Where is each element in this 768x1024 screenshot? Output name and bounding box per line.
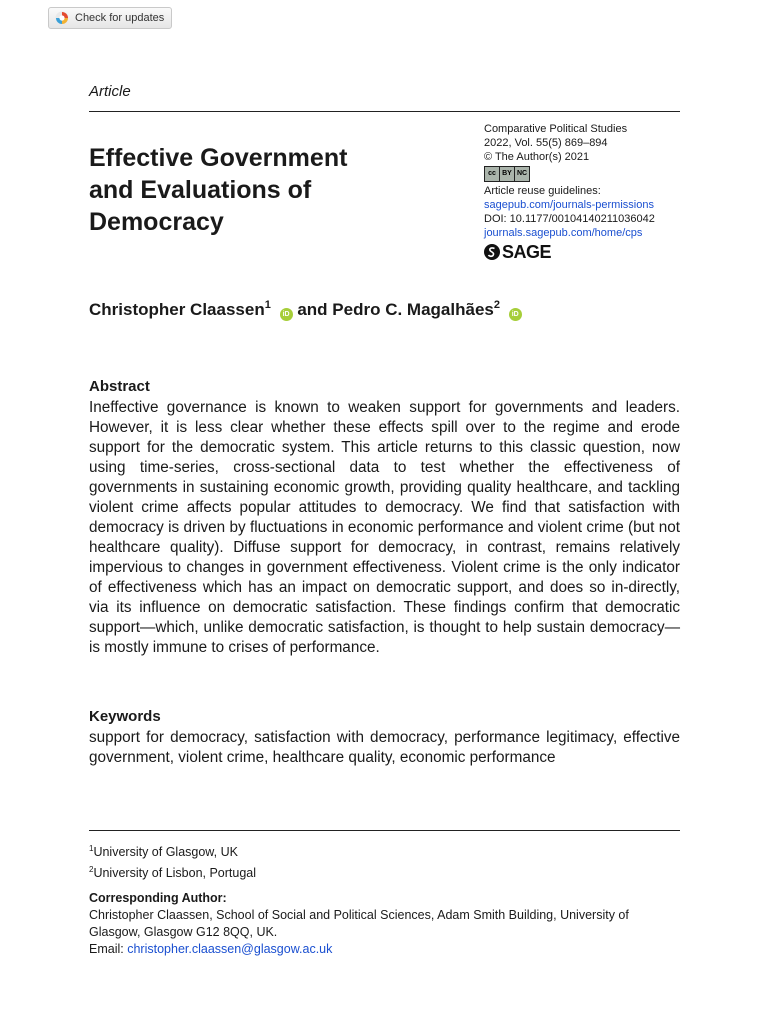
abstract-text: Ineffective governance is known to weaken support for governments and leaders. However, it is less clear whether these effects spill over to the regime and erode support for the democratic system. This article returns to this classic question, now using time-series, cross-sectional data to test whether the effectiveness of governments in sustaining economic growth, providing quality healthcare, and tackling violent crime affects popular attitudes to democracy. We find that satisfaction with democracy is driven by fluctuations in economic performance and violent crime (but not healthcare quality). Diffuse support for democracy, in contrast, remains relatively impervious to changes in government effectiveness. Violent crime is the only indicator of effectiveness which has an impact on democratic support, and does so in-directly, via its influence on democratic satisfaction. These findings confirm that democratic support—which, unlike democratic satisfaction, is thought to help sustain democracy—is mostly immune to crises of performance.: [89, 399, 680, 656]
email-link[interactable]: christopher.claassen@glasgow.ac.uk: [127, 942, 333, 956]
affiliation-text: University of Glasgow, UK: [93, 845, 238, 859]
journal-homepage-link[interactable]: journals.sagepub.com/home/cps: [484, 227, 643, 239]
author-2-affil-marker: 2: [493, 299, 500, 311]
reuse-link[interactable]: sagepub.com/journals-permissions: [484, 199, 654, 211]
affiliation-marker: 2: [89, 865, 94, 874]
reuse-label: Article reuse guidelines:: [484, 185, 601, 197]
email-label: Email:: [89, 942, 124, 956]
journal-meta: [484, 122, 694, 260]
nc-icon: NC: [515, 167, 529, 181]
corresponding-author-address: Christopher Claassen, School of Social and Political Sciences, Adam Smith Building, University of Glasgow, Glasgow G12 8QQ, UK.: [89, 908, 629, 939]
sage-logo-text: SAGE: [502, 242, 552, 262]
sage-logo-icon: [484, 244, 500, 260]
journal-citation: 2022, Vol. 55(5) 869–894: [484, 137, 608, 149]
affiliation-text: University of Lisbon, Portugal: [93, 866, 257, 880]
article-type-label: Article: [89, 83, 131, 100]
affiliations: [89, 840, 680, 882]
check-for-updates-button[interactable]: [48, 7, 172, 29]
cc-license-badge[interactable]: [484, 166, 530, 182]
by-icon: BY: [500, 167, 515, 181]
author-1-name: Christopher Claassen: [89, 300, 265, 319]
check-updates-icon: [55, 11, 69, 25]
title-line-2: and Evaluations of: [89, 176, 312, 204]
affiliation-marker: 1: [89, 844, 94, 853]
keywords-heading: Keywords: [89, 708, 161, 725]
author-1-affil-marker: 1: [264, 299, 271, 311]
footnote-divider: [89, 830, 680, 831]
journal-name: Comparative Political Studies: [484, 123, 628, 135]
affiliation-item: [89, 840, 680, 861]
doi: DOI: 10.1177/00104140211036042: [484, 213, 655, 225]
cc-icon: cc: [485, 167, 500, 181]
author-line: [89, 294, 689, 321]
title-line-1: Effective Government: [89, 144, 348, 172]
abstract-heading: Abstract: [89, 378, 150, 395]
title-line-3: Democracy: [89, 208, 224, 236]
corresponding-author: [89, 890, 680, 958]
corresponding-author-heading: Corresponding Author:: [89, 891, 227, 905]
check-updates-label: Check for updates: [75, 12, 165, 24]
author-joiner: and: [297, 300, 328, 319]
journal-copyright: © The Author(s) 2021: [484, 151, 590, 163]
orcid-icon[interactable]: iD: [509, 308, 522, 321]
orcid-icon[interactable]: iD: [280, 308, 293, 321]
sage-logo: [484, 244, 694, 260]
keywords-text: support for democracy, satisfaction with democracy, performance legitimacy, effective government, violent crime, healthcare quality, economic performance: [89, 729, 680, 766]
author-2-name: Pedro C. Magalhães: [332, 300, 494, 319]
header-divider: [89, 111, 680, 112]
affiliation-item: [89, 861, 680, 882]
paper-title: [89, 142, 449, 238]
